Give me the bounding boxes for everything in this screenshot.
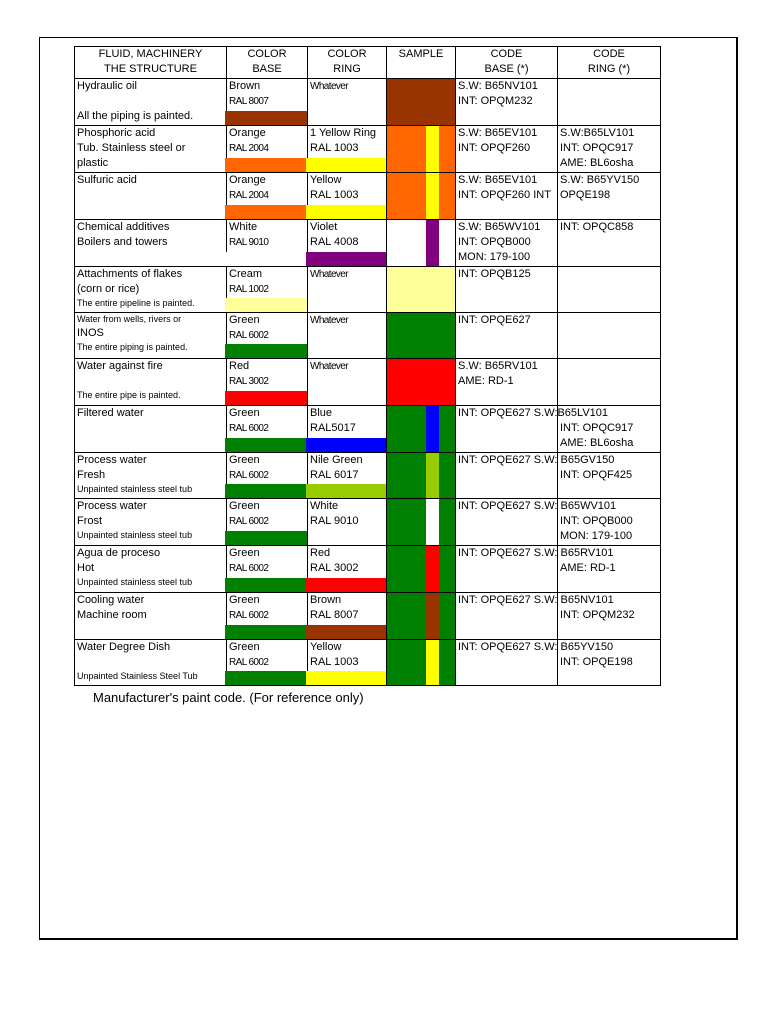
base-color-cell [227,546,308,593]
base-color-name: Green [229,641,260,653]
sample-cell [387,126,456,173]
ring-color-name: Whatever [310,269,348,280]
fluid-line: Cooling water [77,594,145,606]
fluid-line: (corn or rice) [77,283,140,295]
code-ring-line: INT: OPQC917 [560,142,634,154]
base-color-cell [227,406,308,453]
code-base-line: S.W: B65NV101 [458,80,538,92]
base-color-name: Orange [229,174,266,186]
fluid-line: Sulfuric acid [77,174,137,186]
header-code-base-line1: CODE [490,48,523,60]
fluid-line: INOS [77,327,104,339]
header-fluid-line2: THE STRUCTURE [104,63,197,75]
sample-cell [387,267,456,313]
ring-ral-code: RAL 1003 [310,656,359,668]
code-ring-cell [558,173,661,220]
code-ring-line: AME: BL6osha [560,437,634,449]
base-ral-code: RAL 2004 [229,190,269,201]
base-color-swatch [225,298,307,312]
code-base-line: S.W: B65EV101 [458,174,538,186]
ring-color-cell [308,593,387,640]
header-fluid [75,47,227,79]
fluid-cell [75,640,227,686]
fluid-cell [75,267,227,313]
ring-ral-code: RAL 1003 [310,142,359,154]
base-ral-code: RAL 6002 [229,563,269,574]
base-ral-code: RAL 6002 [229,470,269,481]
table-row [75,313,661,359]
header-color-base [227,47,308,79]
table-row [75,593,661,640]
code-base-line: S.W: B65WV101 [458,221,541,233]
fluid-line: Unpainted stainless steel tub [77,530,193,540]
ring-ral-code [310,282,386,297]
fluid-cell [75,453,227,499]
header-color-base-line1: COLOR [247,48,287,60]
fluid-line: Unpainted stainless steel tub [77,484,193,494]
code-base-line: INT: OPQF260 [458,142,531,154]
fluid-cell [75,406,227,453]
fluid-line: Process water [77,454,147,466]
fluid-line: Phosphoric acid [77,127,156,139]
ring-color-name: Red [310,547,331,559]
code-ring-line: INT: OPQB000 [560,515,633,527]
ring-color-name: Yellow [310,174,342,186]
sample-stripe [439,593,443,639]
fluid-line: Hot [77,562,95,574]
sample-cell [387,593,456,640]
code-base-line: INT: OPQE627 S.W:B65LV101 [458,407,609,419]
table-row [75,499,661,546]
ring-color-cell [308,499,387,546]
fluid-line: Fresh [77,469,106,481]
base-color-cell [227,267,308,313]
table-row [75,453,661,499]
fluid-cell [75,173,227,220]
ring-color-cell [308,173,387,220]
base-color-name: Green [229,454,260,466]
fluid-line: Chemical additives [77,221,170,233]
sample-stripe [439,640,443,685]
base-color-swatch [225,344,307,358]
fluid-line: The entire pipe is painted. [77,390,181,400]
code-ring-line: INT: OPQE198 [560,656,633,668]
sample-base-swatch [387,79,455,125]
base-ral-code: RAL 6002 [229,423,269,434]
table-row [75,173,661,220]
code-base-line: INT: OPQF260 INT [458,189,551,201]
base-ral-code: RAL 9010 [229,237,269,248]
code-ring-line: AME: BL6osha [560,157,634,169]
fluid-line: Frost [77,515,103,527]
fluid-line: Process water [77,500,147,512]
sample-stripe [439,546,443,592]
fluid-cell [75,546,227,593]
code-base-line: INT: OPQE627 S.W: B65RV101 [458,547,614,559]
sample-cell [387,406,456,453]
base-ral-code: RAL 6002 [229,330,269,341]
fluid-line: Hydraulic oil [77,80,137,92]
code-ring-line: INT: OPQF425 [560,469,633,481]
base-color-name: Green [229,314,260,326]
code-base-cell [456,313,558,359]
sample-base-swatch [387,453,455,498]
table-row [75,79,661,126]
base-color-name: Orange [229,127,266,139]
ring-ral-code: RAL 6017 [310,469,359,481]
ring-ral-code: RAL 9010 [310,515,359,527]
table-row [75,220,661,267]
base-ral-code: RAL 2004 [229,143,269,154]
fluid-cell [75,593,227,640]
fluid-cell [75,313,227,359]
code-ring-line: OPQE198 [560,189,611,201]
code-base-line: INT: OPQE627 S.W: B65GV150 [458,454,615,466]
base-color-swatch [225,671,307,685]
sample-base-swatch [387,406,455,452]
fluid-line [77,623,226,638]
header-sample-label: SAMPLE [398,48,444,60]
code-ring-line: AME: RD-1 [560,562,616,574]
base-color-swatch [225,625,307,639]
base-color-cell [227,640,308,686]
base-color-name: Green [229,547,260,559]
code-base-cell [456,126,558,173]
code-base-cell [456,173,558,220]
ring-color-cell [308,79,387,126]
ring-color-cell [308,359,387,406]
header-code-ring [558,47,661,79]
ring-color-swatch [306,252,386,266]
sample-cell [387,220,456,267]
fluid-line: Water against fire [77,360,163,372]
base-color-swatch [225,531,307,545]
ring-color-cell [308,220,387,267]
sample-stripe [439,220,443,266]
fluid-line [77,203,226,218]
base-color-cell [227,173,308,220]
ring-color-cell [308,313,387,359]
footnote: Manufacturer's paint code. (For reference only) [93,690,364,705]
ring-color-name: Nile Green [310,454,363,466]
fluid-line: All the piping is painted. [77,110,194,122]
header-code-ring-line1: CODE [593,48,625,60]
sample-cell [387,546,456,593]
base-color-name: Green [229,500,260,512]
base-color-swatch [225,158,307,172]
base-color-swatch [225,484,307,498]
ring-color-swatch [306,578,386,592]
base-color-cell [227,593,308,640]
code-base-line: INT: OPQE627 S.W: B65YV150 [458,641,614,653]
ring-color-cell [308,453,387,499]
table-row [75,640,661,686]
sample-stripe [439,406,443,452]
table-row [75,406,661,453]
header-code-ring-line2: RING (*) [587,63,631,75]
ring-color-name: Yellow [310,641,342,653]
code-ring-cell [558,126,661,173]
code-base-line: AME: RD-1 [458,375,514,387]
ring-color-name: Whatever [310,81,348,92]
sample-base-swatch [387,593,455,639]
ring-color-name: White [310,500,339,512]
base-color-swatch [225,205,307,219]
sample-stripe [439,173,443,219]
sample-base-swatch [387,546,455,592]
ring-color-cell [308,546,387,593]
code-ring-cell [558,220,661,267]
header-color-base-line2: BASE [252,63,282,75]
header-code-base [456,47,558,79]
ring-color-cell [308,267,387,313]
ring-ral-code: RAL 3002 [310,562,359,574]
ring-color-name: Brown [310,594,342,606]
base-ral-code: RAL 6002 [229,516,269,527]
base-ral-code: RAL 8007 [229,96,269,107]
header-color-ring-line1: COLOR [327,48,367,60]
table-header-row [75,47,661,79]
ring-color-cell [308,640,387,686]
header-sample [387,47,456,79]
code-ring-cell [558,79,661,126]
code-base-line: INT: OPQM232 [458,95,533,107]
header-color-ring-line2: RING [333,63,361,75]
table-row [75,359,661,406]
sample-base-swatch [387,126,455,172]
base-ral-code: RAL 1002 [229,284,269,295]
fluid-line [77,374,226,389]
pipe-color-table [74,46,661,686]
fluid-line: Filtered water [77,407,144,419]
base-color-swatch [225,391,307,405]
base-color-cell [227,126,308,173]
sample-base-swatch [387,267,455,312]
sample-base-swatch [387,173,455,219]
ring-ral-code [310,328,386,343]
ring-color-swatch [306,438,386,452]
base-color-cell [227,79,308,126]
fluid-line [77,188,226,203]
fluid-line [77,421,226,436]
ring-color-swatch [306,625,386,639]
sample-cell [387,359,456,406]
base-color-swatch [225,578,307,592]
ring-color-cell [308,126,387,173]
code-base-line: INT: OPQB125 [458,268,531,280]
base-color-cell [227,313,308,359]
code-base-line: INT: OPQE627 S.W: B65NV101 [458,594,614,606]
code-base-line: S.W: B65EV101 [458,127,538,139]
fluid-cell [75,220,227,267]
sample-base-swatch [387,499,455,545]
base-color-name: Cream [229,268,263,280]
sample-stripe [439,499,443,545]
fluid-line: Tub. Stainless steel or [77,142,186,154]
sample-base-swatch [387,313,455,358]
base-color-name: White [229,221,258,233]
ring-color-name: Whatever [310,361,348,372]
sample-cell [387,173,456,220]
header-color-ring [308,47,387,79]
ring-color-cell [308,406,387,453]
code-base-cell [456,267,558,313]
header-code-base-line2: BASE (*) [484,63,529,75]
sample-cell [387,453,456,499]
ring-color-swatch [306,205,386,219]
ring-ral-code [310,374,386,389]
sample-base-swatch [387,359,455,405]
code-base-line: MON: 179-100 [458,251,531,263]
fluid-line: Unpainted Stainless Steel Tub [77,671,198,681]
fluid-line: The entire piping is painted. [77,342,188,352]
sample-stripe [439,126,443,172]
code-base-line: INT: OPQE627 S.W: B65WV101 [458,500,617,512]
sample-cell [387,499,456,546]
sample-cell [387,79,456,126]
code-ring-line: S.W: B65YV150 [560,174,640,186]
code-base-cell [456,359,558,406]
base-color-swatch [225,252,307,266]
code-base-line: S.W: B65RV101 [458,360,538,372]
table-row [75,546,661,593]
ring-color-swatch [306,158,386,172]
code-ring-cell [558,313,661,359]
base-color-name: Brown [229,80,261,92]
fluid-cell [75,126,227,173]
table-row [75,267,661,313]
fluid-line: Water from wells, rivers or [77,314,182,324]
base-color-name: Red [229,360,250,372]
code-ring-line: S.W:B65LV101 [560,127,635,139]
fluid-cell [75,359,227,406]
ring-ral-code: RAL 1003 [310,189,359,201]
base-color-swatch [225,111,307,125]
ring-ral-code [310,94,386,109]
code-base-line: INT: OPQE627 [458,314,531,326]
table-row [75,126,661,173]
ring-ral-code: RAL 8007 [310,609,359,621]
base-color-cell [227,453,308,499]
base-ral-code: RAL 6002 [229,657,269,668]
fluid-line: Unpainted stainless steel tub [77,577,193,587]
fluid-line: Attachments of flakes [77,268,183,280]
fluid-line [77,436,226,451]
ring-ral-code: RAL 4008 [310,236,359,248]
sample-base-swatch [387,640,455,685]
sample-base-swatch [387,220,455,266]
base-color-name: Green [229,594,260,606]
code-ring-cell [558,359,661,406]
code-base-cell [456,79,558,126]
ring-color-swatch [306,671,386,685]
base-color-swatch [225,438,307,452]
base-color-name: Green [229,407,260,419]
base-color-cell [227,220,308,267]
code-base-line: INT: OPQB000 [458,236,531,248]
fluid-line [77,94,226,109]
sample-cell [387,313,456,359]
code-ring-line: MON: 179-100 [560,530,633,542]
ring-color-name: Blue [310,407,333,419]
ring-color-name: 1 Yellow Ring [310,127,377,139]
code-ring-line: INT: OPQC858 [560,221,634,233]
ring-color-name: Whatever [310,315,348,326]
fluid-cell [75,499,227,546]
base-color-cell [227,359,308,406]
code-base-cell [456,220,558,267]
base-ral-code: RAL 6002 [229,610,269,621]
fluid-line [77,655,226,670]
fluid-line: Machine room [77,609,147,621]
header-fluid-line1: FLUID, MACHINERY [98,48,203,60]
sample-cell [387,640,456,686]
code-ring-line: INT: OPQM232 [560,609,635,621]
sample-stripe [439,453,443,498]
fluid-line: plastic [77,157,109,169]
fluid-line: Water Degree Dish [77,641,171,653]
ring-color-name: Violet [310,221,338,233]
base-color-cell [227,499,308,546]
base-ral-code: RAL 3002 [229,376,269,387]
ring-ral-code: RAL5017 [310,422,356,434]
fluid-line: The entire pipeline is painted. [77,298,195,308]
fluid-line: Boilers and towers [77,236,168,248]
code-ring-cell [558,267,661,313]
ring-color-swatch [306,484,386,498]
fluid-line: Agua de proceso [77,547,161,559]
fluid-cell [75,79,227,126]
code-ring-line: INT: OPQC917 [560,422,634,434]
fluid-line [77,250,226,265]
